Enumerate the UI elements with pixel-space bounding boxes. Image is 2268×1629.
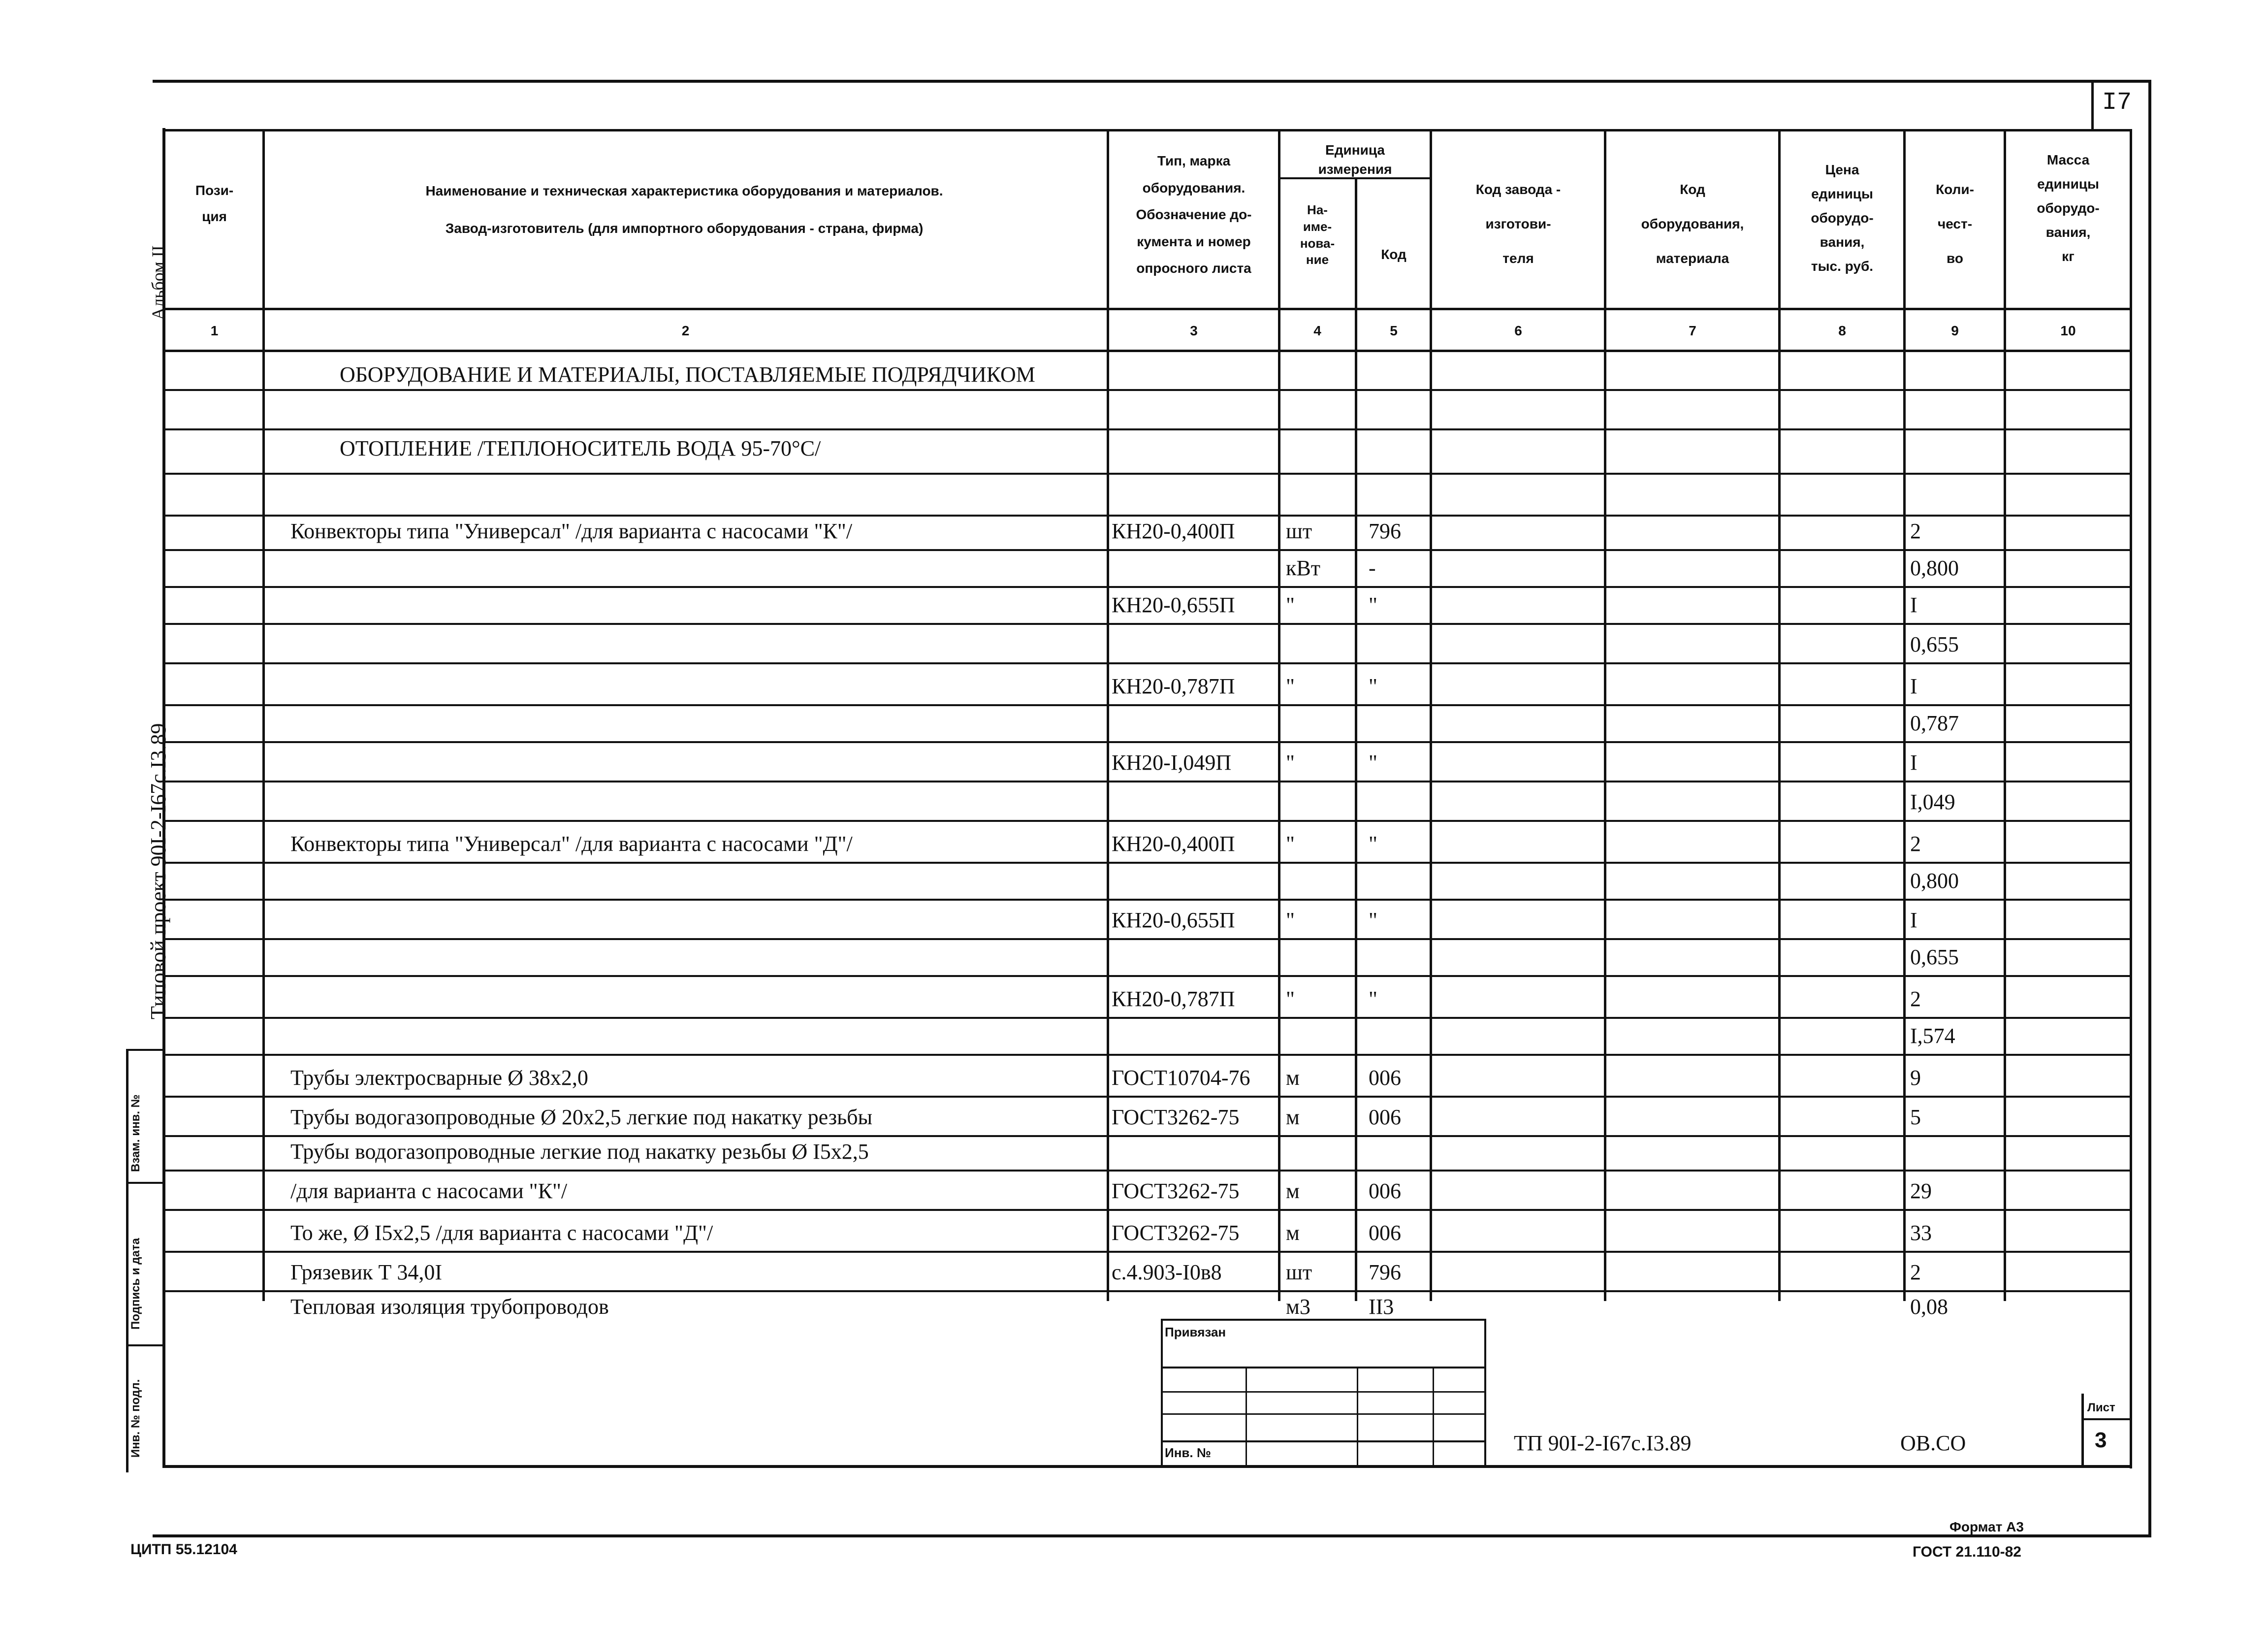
frame-right — [2148, 80, 2151, 1537]
row-type: с.4.903-I0в8 — [1112, 1260, 1222, 1284]
row-line — [162, 1209, 2132, 1211]
row-code: " — [1369, 750, 1377, 775]
header-equipment-code: Код оборудования, материала — [1641, 182, 1744, 266]
row-line — [162, 1054, 2132, 1056]
row-qty: 2 — [1910, 1260, 1921, 1284]
row-unit: " — [1286, 593, 1295, 617]
stamp-doc-code: ТП 90I-2-I67с.I3.89 — [1514, 1431, 1692, 1455]
header-price: Цена единицы оборудо- вания, тыс. руб. — [1811, 162, 1874, 274]
table-top — [162, 129, 2132, 131]
footer-left: ЦИТП 55.12104 — [130, 1541, 237, 1558]
colnum-9: 9 — [1951, 323, 1959, 338]
side-vzam: Взам. инв. № — [129, 1094, 142, 1172]
header-mass: Масса единицы оборудо- вания, кг — [2037, 152, 2100, 264]
row-unit: м — [1286, 1179, 1300, 1203]
subsection-title: ОТОПЛЕНИЕ /ТЕПЛОНОСИТЕЛЬ ВОДА 95-70°С/ — [340, 436, 821, 460]
side-album: Альбом II — [148, 245, 168, 320]
row-qty: I — [1910, 593, 1917, 617]
row-line — [162, 586, 2132, 588]
row-type: КН20-0,787П — [1112, 674, 1235, 698]
row-line — [162, 704, 2132, 706]
row-line — [162, 428, 2132, 430]
row-code: - — [1369, 556, 1376, 580]
row-code: " — [1369, 908, 1377, 932]
stamp-doc-suffix: ОВ.СО — [1900, 1431, 1966, 1455]
row-name: Конвекторы типа "Универсал" /для варианта с насосами "К"/ — [290, 519, 853, 543]
row-line — [162, 899, 2132, 901]
row-qty: 29 — [1910, 1179, 1932, 1203]
sheet-corner-number: I7 — [2102, 89, 2132, 117]
row-qty: 9 — [1910, 1066, 1921, 1090]
section-title: ОБОРУДОВАНИЕ И МАТЕРИАЛЫ, ПОСТАВЛЯЕМЫЕ ПОДРЯДЧИКОМ — [340, 362, 1035, 387]
row-line — [162, 473, 2132, 475]
stamp-privyazan: Привязан — [1165, 1325, 1226, 1339]
colnum-3: 3 — [1190, 323, 1198, 338]
colnum-10: 10 — [2060, 323, 2076, 338]
row-qty: I,049 — [1910, 790, 1955, 814]
row-type: КН20-0,400П — [1112, 832, 1235, 856]
row-qty: 2 — [1910, 519, 1921, 543]
row-qty: I — [1910, 908, 1917, 932]
row-name: То же, Ø I5х2,5 /для варианта с насосами "Д"/ — [290, 1221, 713, 1245]
row-line — [162, 938, 2132, 940]
row-qty: 0,800 — [1910, 556, 1959, 580]
row-line — [162, 389, 2132, 391]
row-unit: м3 — [1286, 1295, 1310, 1319]
colnum-8: 8 — [1838, 323, 1846, 338]
row-code: 796 — [1369, 1260, 1401, 1284]
row-line — [162, 741, 2132, 743]
row-code: 006 — [1369, 1066, 1401, 1090]
row-type: КН20-0,655П — [1112, 593, 1235, 617]
row-unit: " — [1286, 750, 1295, 775]
frame-top — [153, 80, 2151, 83]
row-unit: " — [1286, 987, 1295, 1011]
row-code: " — [1369, 674, 1377, 698]
header-unit: Единица измерения — [1318, 142, 1392, 177]
row-line — [162, 1135, 2132, 1137]
side-project: Типовой проект 90I-2-I67с.I3.89 — [146, 723, 170, 1019]
row-code: " — [1369, 987, 1377, 1011]
header-name: Наименование и техническая характеристика оборудования и материалов. Завод-изготовитель (для импортного оборудования - страна, фирма) — [425, 183, 943, 236]
row-name: Трубы водогазопроводные Ø 20х2,5 легкие под накатку резьбы — [290, 1105, 873, 1129]
row-code: 006 — [1369, 1179, 1401, 1203]
row-code: " — [1369, 832, 1377, 856]
row-unit: " — [1286, 908, 1295, 932]
row-qty: 5 — [1910, 1105, 1921, 1129]
row-line — [162, 623, 2132, 625]
row-name: Трубы водогазопроводные легкие под накатку резьбы Ø I5х2,5 — [290, 1140, 869, 1164]
row-name: Трубы электросварные Ø 38х2,0 — [290, 1066, 588, 1090]
row-qty: 2 — [1910, 987, 1921, 1011]
row-qty: 0,08 — [1910, 1295, 1948, 1319]
row-qty: 0,787 — [1910, 711, 1959, 735]
row-unit: м — [1286, 1221, 1300, 1245]
row-line — [162, 1096, 2132, 1098]
row-unit: м — [1286, 1105, 1300, 1129]
row-line — [162, 862, 2132, 864]
row-line — [162, 662, 2132, 664]
colnum-4: 4 — [1313, 323, 1321, 338]
row-code: 796 — [1369, 519, 1401, 543]
row-line — [162, 549, 2132, 551]
header-quantity: Коли- чест- во — [1936, 182, 1974, 266]
stamp-inv-no: Инв. № — [1165, 1445, 1211, 1460]
row-qty: 2 — [1910, 832, 1921, 856]
row-name: Конвекторы типа "Универсал" /для варианта с насосами "Д"/ — [290, 832, 853, 856]
row-unit: " — [1286, 832, 1295, 856]
row-unit: кВт — [1286, 556, 1320, 580]
side-podpis: Подпись и дата — [129, 1238, 142, 1330]
colnum-1: 1 — [210, 323, 219, 338]
colnum-7: 7 — [1689, 323, 1696, 338]
row-qty: I — [1910, 674, 1917, 698]
row-name: Тепловая изоляция трубопроводов — [290, 1295, 609, 1319]
row-line — [162, 515, 2132, 517]
table-header-bottom — [162, 308, 2132, 310]
row-qty: I,574 — [1910, 1024, 1955, 1048]
header-factory-code: Код завода - изготови- теля — [1475, 182, 1561, 266]
row-type: КН20-0,400П — [1112, 519, 1235, 543]
row-line — [162, 1170, 2132, 1172]
header-type: Тип, марка оборудования. Обозначение до- кумента и номер опросного листа — [1136, 153, 1252, 276]
row-line — [162, 1017, 2132, 1019]
header-unit-name: На- име- нова- ние — [1300, 202, 1335, 267]
row-unit: " — [1286, 674, 1295, 698]
footer-format: Формат А3 — [1949, 1519, 2024, 1534]
row-line — [162, 820, 2132, 822]
row-unit: м — [1286, 1066, 1300, 1090]
row-name: Грязевик Т 34,0I — [290, 1260, 443, 1284]
row-type: КН20-I,049П — [1112, 750, 1232, 775]
row-code: " — [1369, 593, 1377, 617]
row-line — [162, 781, 2132, 782]
row-code: 006 — [1369, 1221, 1401, 1245]
frame-bottom — [153, 1534, 2151, 1537]
row-type: КН20-0,787П — [1112, 987, 1235, 1011]
row-unit: шт — [1286, 1260, 1312, 1284]
row-type: ГОСТ3262-75 — [1112, 1105, 1240, 1129]
row-code: 006 — [1369, 1105, 1401, 1129]
row-line — [162, 1251, 2132, 1253]
row-code: II3 — [1369, 1295, 1394, 1319]
colnum-5: 5 — [1390, 323, 1398, 338]
row-unit: шт — [1286, 519, 1312, 543]
row-type: ГОСТ3262-75 — [1112, 1221, 1240, 1245]
footer-gost: ГОСТ 21.110-82 — [1913, 1544, 2021, 1560]
row-line — [162, 1290, 2132, 1292]
row-qty: 0,800 — [1910, 869, 1959, 893]
row-qty: I — [1910, 750, 1917, 775]
row-qty: 0,655 — [1910, 632, 1959, 656]
row-name: /для варианта с насосами "К"/ — [290, 1179, 568, 1203]
row-type: ГОСТ3262-75 — [1112, 1179, 1240, 1203]
header-unit-code: Код — [1381, 247, 1406, 262]
colnum-6: 6 — [1514, 323, 1522, 338]
row-type: ГОСТ10704-76 — [1112, 1066, 1250, 1090]
stamp-list-label: Лист — [2087, 1401, 2115, 1414]
stamp-list-number: 3 — [2095, 1428, 2107, 1452]
row-line — [162, 975, 2132, 977]
row-qty: 0,655 — [1910, 945, 1959, 969]
colnum-2: 2 — [681, 323, 690, 338]
row-type: КН20-0,655П — [1112, 908, 1235, 932]
side-inv-podl: Инв. № подл. — [129, 1379, 142, 1458]
header-position: Пози- ция — [195, 183, 234, 225]
row-qty: 33 — [1910, 1221, 1932, 1245]
